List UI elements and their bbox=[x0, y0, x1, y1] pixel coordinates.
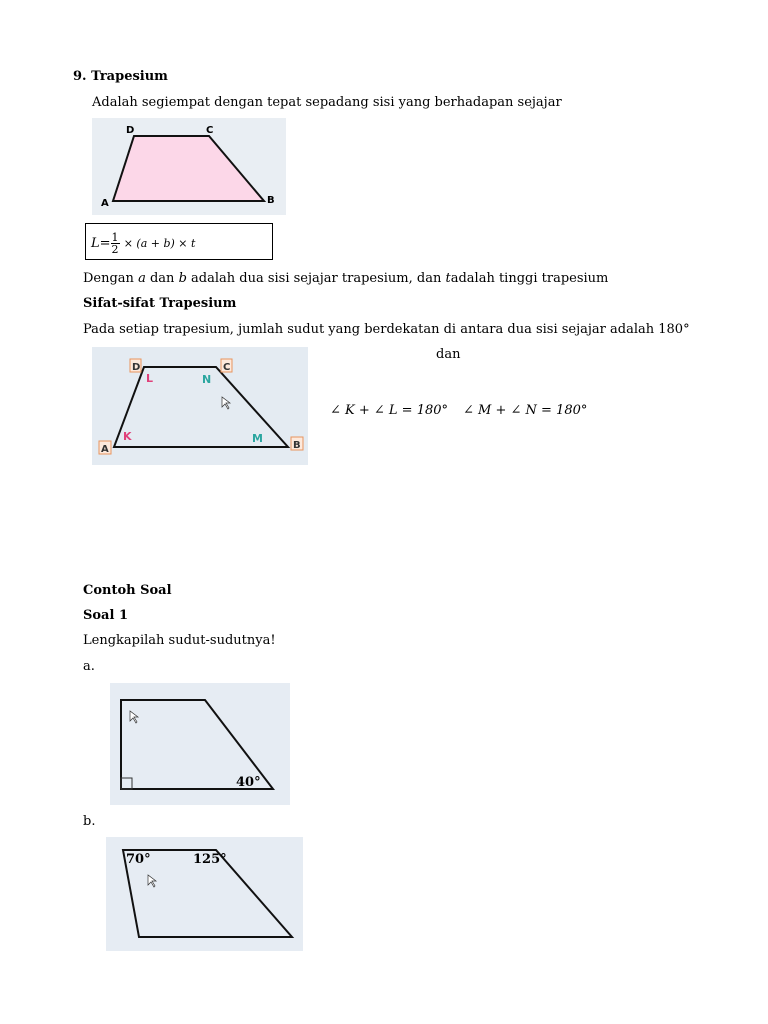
variable-b: b bbox=[178, 271, 187, 286]
formula-equals: = bbox=[99, 236, 111, 251]
explanation-post: adalah tinggi trapesium bbox=[450, 271, 609, 286]
explanation-pre: Dengan bbox=[83, 271, 139, 286]
example-heading: Contoh Soal bbox=[83, 583, 172, 598]
item-b-label: b. bbox=[83, 814, 96, 829]
vertex-label-c: C bbox=[206, 125, 214, 136]
question-heading: Soal 1 bbox=[83, 608, 128, 623]
formula-explanation bbox=[83, 271, 608, 287]
formula-rest: × (a + b) × t bbox=[123, 237, 196, 250]
angle-equation-1: ∠ K + ∠ L = 180° bbox=[330, 403, 449, 418]
angle-label-m: M bbox=[252, 432, 263, 445]
trapezoid-figure bbox=[92, 118, 286, 215]
angle-label-n: N bbox=[202, 373, 212, 386]
angle-equation-2: ∠ M + ∠ N = 180° bbox=[463, 403, 588, 418]
right-angle-marker bbox=[121, 778, 132, 789]
vertex-label-c: C bbox=[223, 362, 231, 373]
formula-numerator: 1 bbox=[111, 231, 119, 244]
vertex-label-d: D bbox=[126, 125, 135, 136]
cursor-icon bbox=[130, 711, 138, 723]
area-formula bbox=[91, 232, 195, 255]
properties-text: Pada setiap trapesium, jumlah sudut yang berdekatan di antara dua sisi sejajar adalah 180° bbox=[83, 322, 690, 337]
cursor-icon bbox=[222, 397, 230, 409]
angle-trapezoid-figure bbox=[92, 347, 308, 465]
variable-a: a bbox=[138, 271, 146, 286]
formula-fraction bbox=[111, 232, 120, 255]
vertex-label-d: D bbox=[132, 362, 141, 373]
variable-t: t bbox=[445, 271, 451, 286]
question-figure-b bbox=[106, 837, 303, 951]
formula-lhs: L bbox=[91, 236, 100, 251]
angle-label-l: L bbox=[146, 372, 154, 385]
angle-label-40: 40° bbox=[236, 775, 261, 790]
item-a-label: a. bbox=[83, 659, 95, 674]
angle-label-125: 125° bbox=[193, 852, 227, 867]
vertex-label-a: A bbox=[101, 444, 109, 455]
vertex-label-b: B bbox=[267, 195, 275, 206]
explanation-mid2: adalah dua sisi sejajar trapesium, dan bbox=[186, 271, 446, 286]
formula-denominator: 2 bbox=[111, 243, 119, 256]
cursor-icon bbox=[148, 875, 156, 887]
properties-heading: Sifat-sifat Trapesium bbox=[83, 296, 237, 311]
section-heading: 9. Trapesium bbox=[73, 69, 168, 84]
question-text: Lengkapilah sudut-sudutnya! bbox=[83, 633, 276, 648]
vertex-label-a: A bbox=[101, 198, 109, 209]
area-formula-box bbox=[85, 223, 273, 260]
vertex-label-b: B bbox=[293, 440, 301, 451]
explanation-mid1: dan bbox=[145, 271, 179, 286]
definition-text: Adalah segiempat dengan tepat sepadang sisi yang berhadapan sejajar bbox=[92, 95, 562, 110]
angle-label-k: K bbox=[123, 430, 132, 443]
question-figure-a bbox=[110, 683, 290, 805]
angle-label-70: 70° bbox=[126, 852, 151, 867]
and-word: dan bbox=[436, 347, 461, 362]
